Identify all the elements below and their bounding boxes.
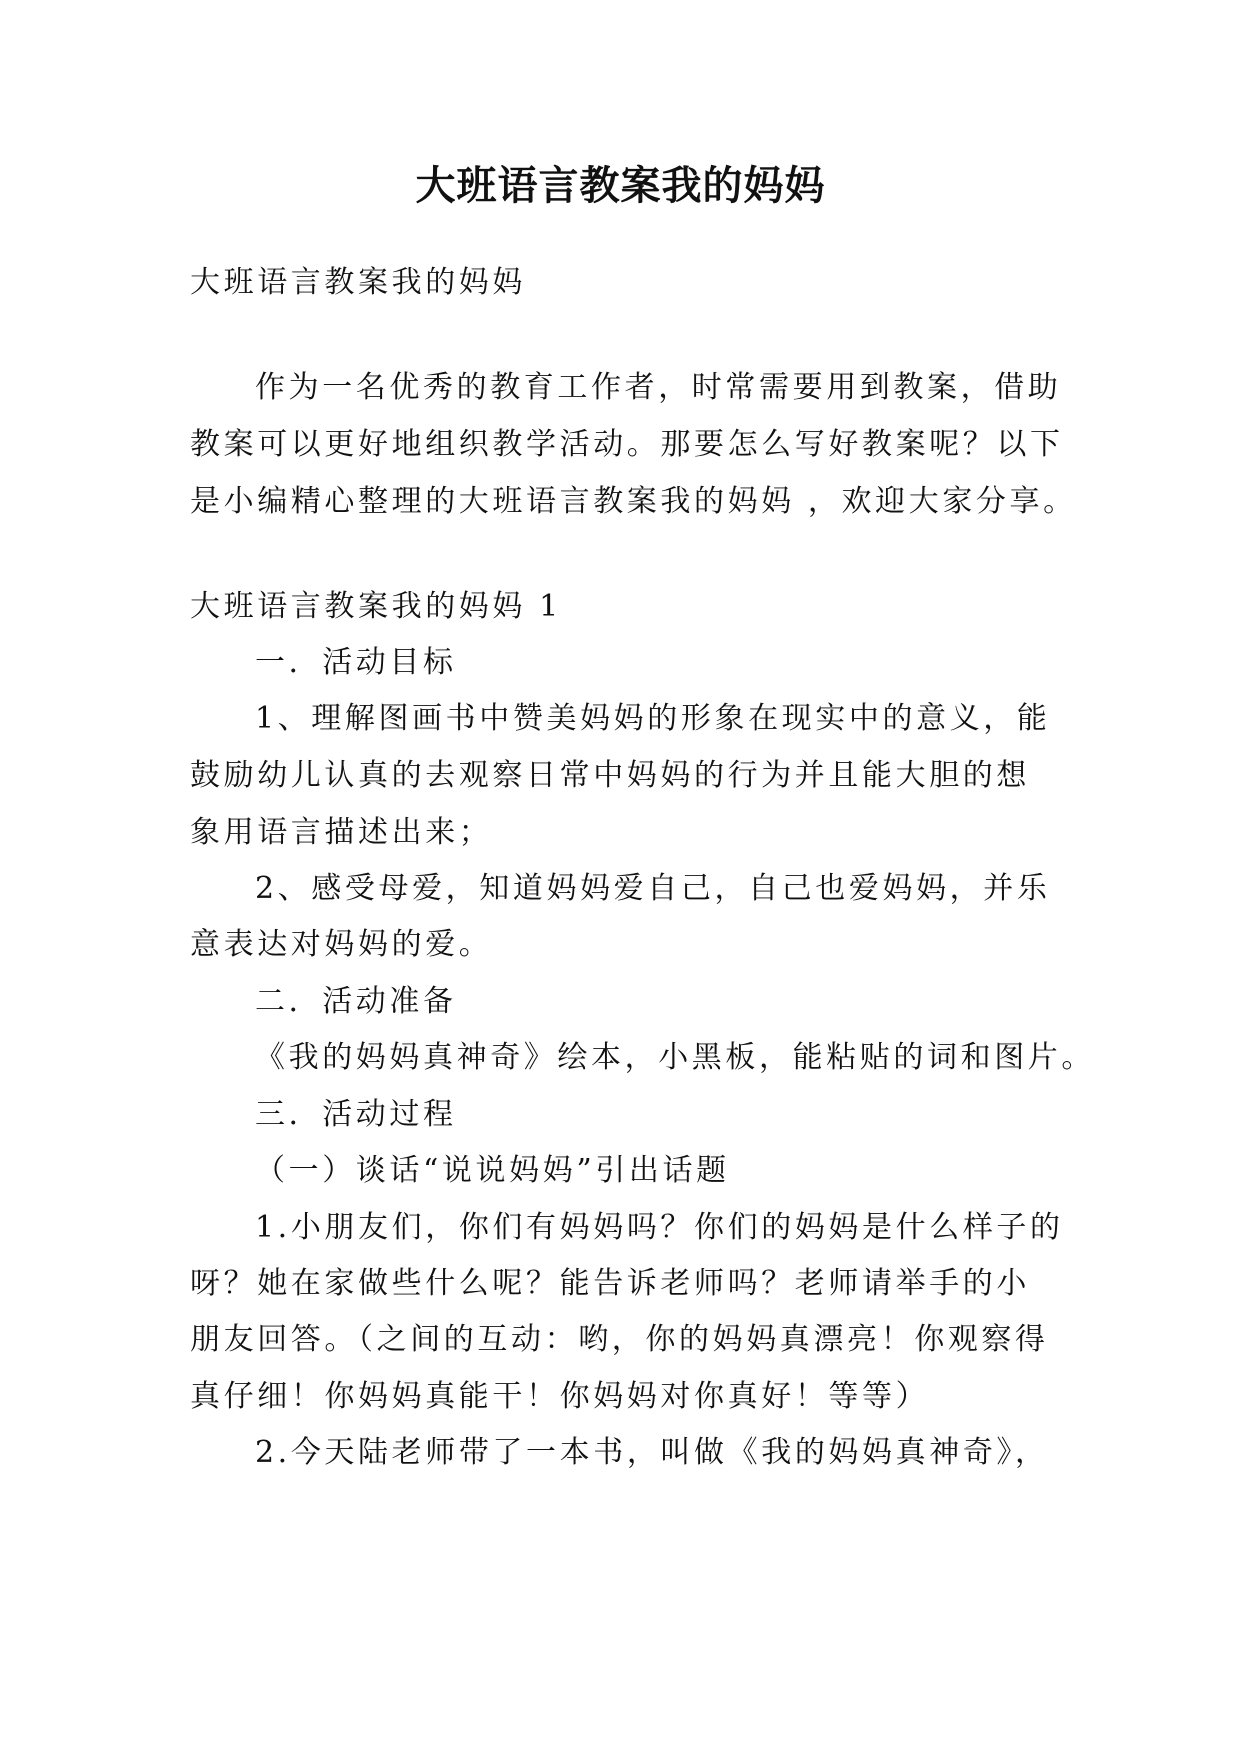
document-title: 大班语言教案我的妈妈 xyxy=(415,163,826,209)
paragraph-line: 朋友回答。（之间的互动：哟，你的妈妈真漂亮！你观察得 xyxy=(190,1322,1049,1357)
subheading-line: 二．活动准备 xyxy=(255,984,457,1019)
paragraph-line: 2、感受母爱，知道妈妈爱自己，自己也爱妈妈，并乐 xyxy=(255,871,1051,906)
subtitle-line: 大班语言教案我的妈妈 xyxy=(190,265,526,300)
paragraph-line: 1、理解图画书中赞美妈妈的形象在现实中的意义，能 xyxy=(255,701,1051,736)
subheading-line: （一）谈话“说说妈妈”引出话题 xyxy=(255,1153,730,1188)
paragraph-line: 《我的妈妈真神奇》绘本，小黑板，能粘贴的词和图片。 xyxy=(255,1040,1095,1075)
subheading-line: 三．活动过程 xyxy=(255,1097,457,1132)
paragraph-line: 2.今天陆老师带了一本书，叫做《我的妈妈真神奇》， xyxy=(255,1435,1049,1470)
paragraph-line: 意表达对妈妈的爱。 xyxy=(190,927,493,962)
paragraph-line: 作为一名优秀的教育工作者，时常需要用到教案，借助 xyxy=(255,370,1062,405)
paragraph-line: 象用语言描述出来； xyxy=(190,815,493,850)
subheading-line: 一．活动目标 xyxy=(255,645,457,680)
paragraph-line: 鼓励幼儿认真的去观察日常中妈妈的行为并且能大胆的想 xyxy=(190,758,1030,793)
paragraph-line: 呀？她在家做些什么呢？能告诉老师吗？老师请举手的小 xyxy=(190,1266,1030,1301)
paragraph-line: 真仔细！你妈妈真能干！你妈妈对你真好！等等） xyxy=(190,1379,930,1414)
paragraph-line: 1.小朋友们，你们有妈妈吗？你们的妈妈是什么样子的 xyxy=(255,1210,1064,1245)
paragraph-line: 是小编精心整理的大班语言教案我的妈妈 ，欢迎大家分享。 xyxy=(190,484,1077,519)
paragraph-line: 教案可以更好地组织教学活动。那要怎么写好教案呢？以下 xyxy=(190,427,1064,462)
section-heading: 大班语言教案我的妈妈 1 xyxy=(190,589,562,624)
